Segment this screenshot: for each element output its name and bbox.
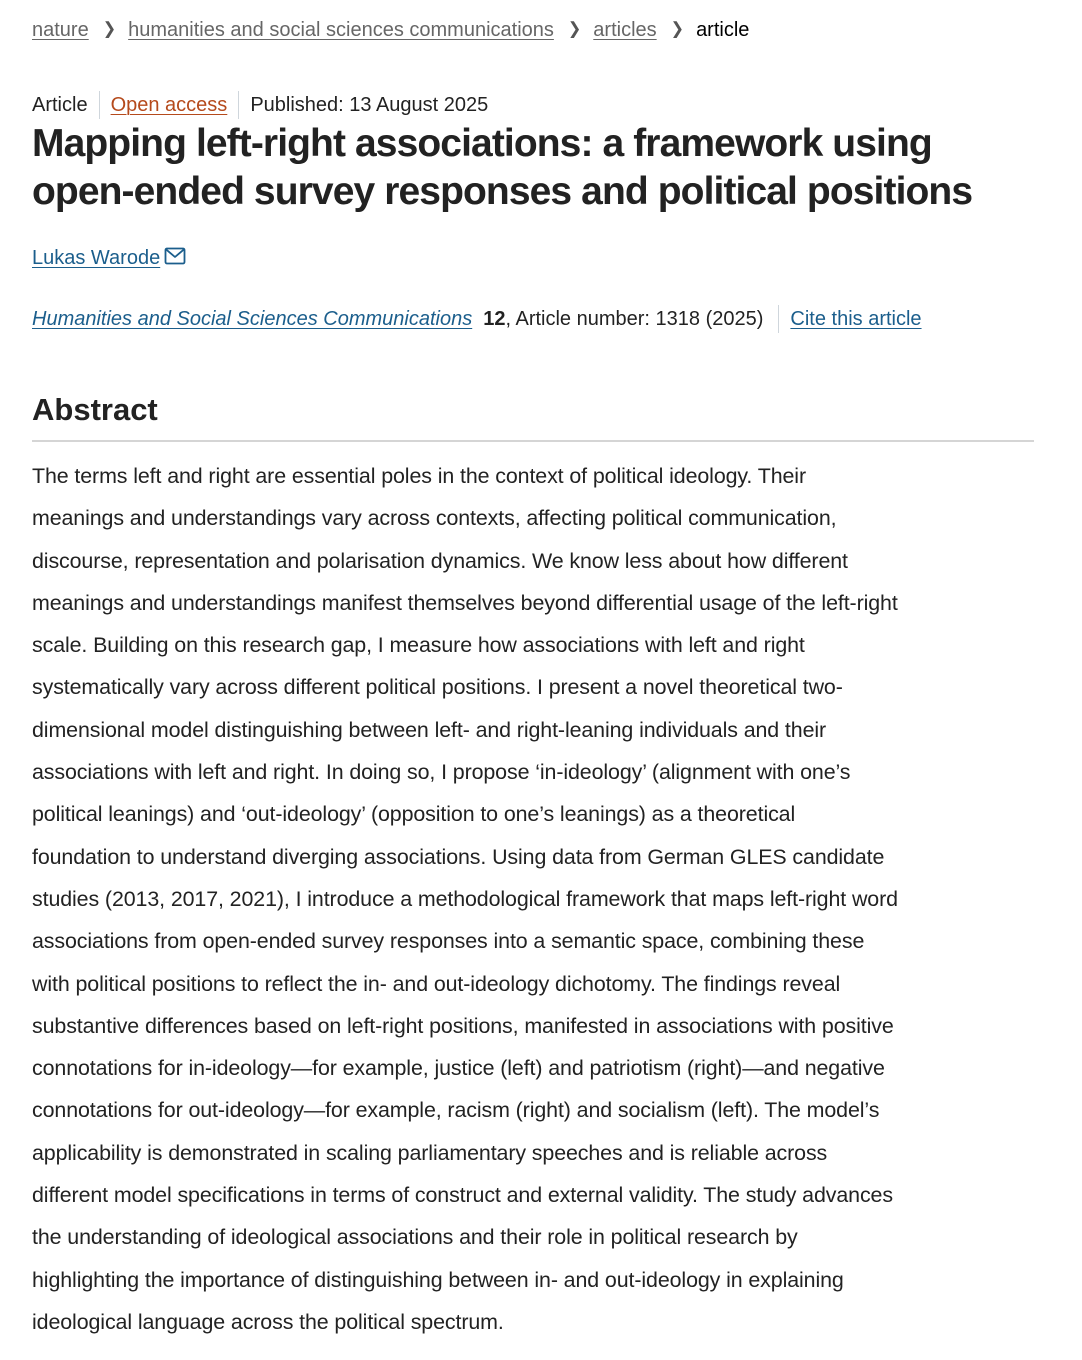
- published-date: Published: 13 August 2025: [250, 94, 489, 116]
- abstract-line: different model specifications in terms of construct and external validity. The study advances: [32, 1183, 893, 1208]
- abstract-line: highlighting the importance of distinguishing between in- and out-ideology in explaining: [32, 1267, 844, 1292]
- abstract-line: associations with left and right. In doing so, I propose ‘in-ideology’ (alignment with one’s: [32, 760, 851, 785]
- citation-line: [32, 305, 922, 333]
- mail-icon[interactable]: [164, 245, 186, 263]
- abstract-line: the understanding of ideological associations and their role in political research by: [32, 1225, 798, 1250]
- divider: [238, 91, 239, 119]
- article-title: Mapping left-right associations: a framework using open-ended survey responses and political positions: [32, 122, 973, 213]
- journal-link[interactable]: Humanities and Social Sciences Communications: [32, 308, 473, 330]
- abstract-line: substantive differences based on left-right positions, manifested in associations with positive: [32, 1013, 894, 1038]
- abstract-line: scale. Building on this research gap, I measure how associations with left and right: [32, 633, 805, 658]
- volume-number: 12: [483, 308, 506, 330]
- abstract-line: studies (2013, 2017, 2021), I introduce a methodological framework that maps left-right word: [32, 886, 898, 911]
- article-type: Article: [32, 94, 88, 116]
- author-list: [32, 244, 186, 272]
- chevron-right-icon: ❯: [567, 20, 582, 39]
- breadcrumb-item-nature[interactable]: nature: [32, 19, 89, 41]
- abstract-line: connotations for in-ideology—for example, justice (left) and patriotism (right)—and negative: [32, 1056, 885, 1081]
- abstract-line: meanings and understandings vary across contexts, affecting political communication,: [32, 506, 837, 531]
- breadcrumb-item-articles[interactable]: articles: [593, 19, 657, 41]
- cite-this-article-link[interactable]: Cite this article: [790, 308, 922, 330]
- abstract-heading: Abstract: [32, 392, 158, 427]
- abstract-line: dimensional model distinguishing between left- and right-leaning individuals and their: [32, 717, 827, 742]
- abstract-line: associations from open-ended survey responses into a semantic space, combining these: [32, 929, 865, 954]
- abstract-line: applicability is demonstrated in scaling parliamentary speeches and is reliable across: [32, 1140, 828, 1165]
- author-link[interactable]: Lukas Warode: [32, 247, 161, 269]
- chevron-right-icon: ❯: [670, 20, 685, 39]
- article-number: , Article number: 1318 (2025): [505, 308, 764, 330]
- abstract-line: political leanings) and ‘out-ideology’ (opposition to one’s leanings) as a theoretical: [32, 802, 796, 827]
- abstract-line: ideological language across the political spectrum.: [32, 1309, 504, 1334]
- article-meta: [32, 91, 488, 119]
- abstract-divider: [32, 440, 1034, 442]
- open-access-link[interactable]: Open access: [110, 94, 228, 116]
- breadcrumb: [32, 16, 749, 44]
- chevron-right-icon: ❯: [102, 20, 117, 39]
- divider: [778, 305, 779, 333]
- abstract-text: [32, 455, 1036, 1343]
- abstract-line: with political positions to reflect the in- and out-ideology dichotomy. The findings reveal: [32, 971, 841, 996]
- abstract-line: meanings and understandings manifest themselves beyond differential usage of the left-right: [32, 590, 898, 615]
- abstract-line: connotations for out-ideology—for example, racism (right) and socialism (left). The model’s: [32, 1098, 880, 1123]
- abstract-line: The terms left and right are essential poles in the context of political ideology. Their: [32, 464, 806, 488]
- breadcrumb-item-journal[interactable]: humanities and social sciences communications: [128, 19, 554, 41]
- divider: [99, 91, 100, 119]
- abstract-line: foundation to understand diverging associations. Using data from German GLES candidate: [32, 844, 885, 869]
- breadcrumb-item-current: article: [696, 19, 750, 41]
- abstract-line: systematically vary across different political positions. I present a novel theoretical two-: [32, 675, 843, 700]
- abstract-line: discourse, representation and polarisation dynamics. We know less about how different: [32, 548, 848, 573]
